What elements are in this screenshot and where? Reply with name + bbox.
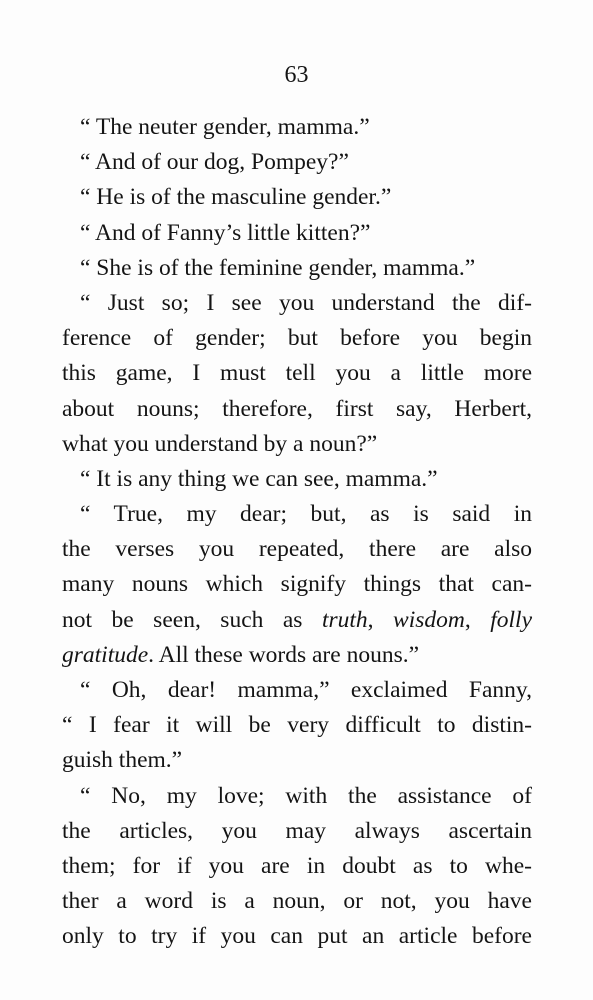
- text-run: ,: [367, 606, 394, 633]
- text-line: guish them.”: [62, 747, 183, 774]
- text-line: only to try if you can put an article before: [62, 923, 532, 950]
- italic-word: folly: [490, 606, 533, 633]
- text-line: “ She is of the feminine gender, mamma.”: [80, 254, 476, 281]
- text-line: “ And of Fanny’s little kitten?”: [80, 219, 371, 246]
- text-line: this game, I must tell you a little more: [62, 360, 532, 387]
- text-line: [62, 603, 532, 638]
- text-run: not be seen, such as: [62, 606, 322, 633]
- text-line: “ The neuter gender, mamma.”: [80, 114, 370, 140]
- text-line: the verses you repeated, there are also: [62, 536, 532, 563]
- text-line: about nouns; therefore, first say, Herbert,: [62, 395, 532, 422]
- italic-word: gratitude: [62, 641, 149, 668]
- text-line: “ And of our dog, Pompey?”: [80, 149, 349, 176]
- italic-word: wisdom: [393, 606, 465, 633]
- text-line: many nouns which signify things that can-: [62, 571, 532, 598]
- page-number: 63: [284, 62, 309, 88]
- text-line: “ Oh, dear! mamma,” exclaimed Fanny,: [80, 677, 532, 703]
- text-line: “ No, my love; with the assistance of: [80, 782, 532, 809]
- text-line: “ I fear it will be very difficult to distin-: [62, 712, 532, 739]
- text-line: what you understand by a noun?”: [62, 430, 378, 457]
- body-text: [62, 110, 532, 955]
- text-line: “ Just so; I see you understand the dif-: [80, 289, 532, 316]
- text-line: ther a word is a noun, or not, you have: [62, 888, 532, 915]
- text-run: ,: [464, 606, 491, 633]
- text-line: ference of gender; but before you begin: [62, 325, 532, 352]
- text-line: the articles, you may always ascertain: [62, 817, 532, 844]
- text-line: “ He is of the masculine gender.”: [80, 184, 392, 211]
- text-line: them; for if you are in doubt as to whe-: [62, 852, 532, 879]
- text-run: . All these words are nouns.”: [148, 641, 420, 668]
- text-line: “ True, my dear; but, as is said in: [80, 501, 532, 528]
- text-line: [62, 638, 532, 673]
- italic-word: truth: [321, 606, 368, 633]
- text-line: “ It is any thing we can see, mamma.”: [80, 465, 438, 492]
